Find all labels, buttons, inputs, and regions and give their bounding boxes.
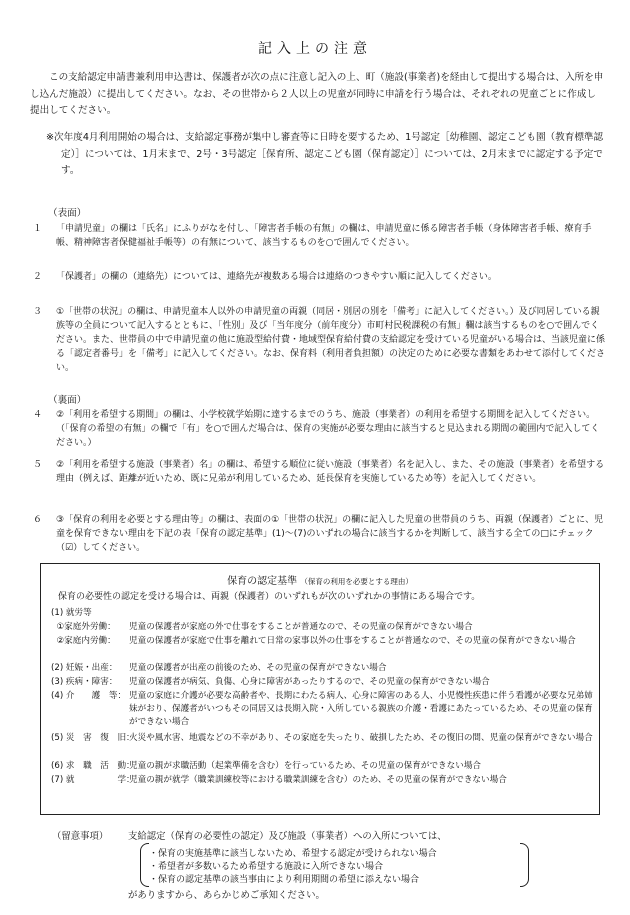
criteria-text: 児童の保護者が病気、負傷、心身に障害があったりするので、その児童の保育ができない場合	[129, 677, 490, 687]
criteria-label: (2) 妊娠・出産：	[51, 663, 118, 673]
criteria-intro: 保育の必要性の認定を受ける場合は、両親（保護者）のいずれもが次のいずれかの事情にある場合です。	[58, 592, 481, 602]
item-text: 「申請児童」の欄は「氏名」にふりがなを付し、「障害者手帳の有無」の欄は、申請児童に係る障害者手帳（身体障害者手帳、療育手帳、精神障害者保健福祉手帳等）の有無について、該当するものを○で囲んでください。	[56, 224, 592, 248]
criteria-work-header: (1) 就労等	[51, 608, 92, 618]
item-text: ②「利用を希望する施設（事業者）名」の欄は、希望する順位に従い施設（事業者）名を記入し、また、その施設（事業者）を希望する理由（例えば、距離が近いため、既に兄弟が利用しているため、延長保育を実施しているため等）を記入してください。	[56, 460, 605, 484]
criteria-label: (4) 介 護 等：	[51, 691, 127, 701]
item-text: ②「利用を希望する期間」の欄は、小学校就学始期に達するまでのうち、施設（事業者）の利用を希望する期間を記入してください。（「保育の希望の有無」の欄で「有」を○で囲んだ場合は、保育の実施が必要な理由に該当すると見込まれる期間の範囲内で記入してください。）	[56, 410, 600, 448]
criteria-row	[51, 774, 597, 787]
remarks-closing: がありますから、あらかじめご承知ください。	[128, 890, 325, 901]
instruction-item-6	[33, 513, 606, 555]
remarks-bullet: ・希望者が多数いるため希望する施設に入所できない場合	[149, 862, 384, 872]
item-number: ２	[33, 272, 43, 282]
criteria-label: (6) 求 職 活 動：	[51, 761, 135, 771]
criteria-title	[41, 572, 599, 587]
criteria-text: 児童の保護者が出産の前後のため、その児童の保育ができない場合	[129, 663, 387, 673]
criteria-text: 児童の親が就学（職業訓練校等における職業訓練を含む）のため、その児童の保育ができない場合	[129, 775, 507, 785]
instruction-item-5	[33, 458, 606, 486]
criteria-box	[40, 563, 600, 815]
instruction-item-2	[33, 270, 606, 284]
remarks-label: （留意事項）	[52, 831, 109, 842]
right-bracket	[520, 843, 529, 887]
remarks-bullet: ・保育の実施基準に該当しないため、希望する認定が受けられない場合	[149, 849, 437, 859]
item-text: ①「世帯の状況」の欄は、申請児童本人以外の申請児童の両親（同居・別居の別を「備考」に記入してください。）及び同居している親族等の全員について記入するとともに、「性別」及び「当年度分（前年度分）市町村民税課税の有無」欄は該当するものを○で囲んでください。また、世帯員の中で申請児童の他に施設型給付費・地域型保育給付費の支給認定を受けている児童がいる場合は、当該児童に係る「認定者番号」を「備考」に記入してください。なお、保育料（利用者負担額）の決定のために必要な書類をあわせて添付してください。	[56, 307, 606, 373]
instruction-item-4	[33, 408, 606, 450]
remarks-bullet: ・保育の認定基準の該当事由により利用期間の希望に添えない場合	[149, 875, 420, 885]
criteria-row	[51, 690, 597, 730]
item-number: ６	[33, 515, 43, 525]
left-bracket	[140, 843, 149, 887]
criteria-text: 火災や風水害、地震などの不幸があり、その家庭を失ったり、破損したため、その復旧の間、児童の保育ができない場合	[129, 733, 593, 743]
criteria-row	[51, 676, 597, 689]
item-number: ５	[33, 460, 43, 470]
criteria-text: 児童の保護者が家庭の外で仕事をすることが普通なので、その児童の保育ができない場合	[129, 622, 473, 632]
item-number: １	[33, 224, 43, 234]
criteria-row	[51, 662, 597, 675]
criteria-text: 児童の親が求職活動（起業準備を含む）を行っているため、その児童の保育ができない場合	[129, 761, 482, 771]
remarks-text: 支給認定（保育の必要性の認定）及び施設（事業者）への入所については、	[128, 831, 447, 842]
instruction-item-1	[33, 222, 606, 250]
criteria-label: (7) 就 学：	[51, 775, 135, 785]
schedule-note: ※次年度4月利用開始の場合は、支給認定事務が集中し審査等に日時を要するため、1号認定［幼稚園、認定こども園（教育標準認定）］については、1月末まで、2号・3号認定［保育所、認定こども園（保育認定）］については、2月末までに認定する予定です。	[46, 132, 604, 176]
criteria-text: 児童の家庭に介護が必要な高齢者や、長期にわたる病人、心身に障害のある人、小児慢性疾患に伴う看護が必要な兄弟姉妹がおり、保護者がいつもその同居又は長期入院・入所している親族の介護・看護にあたっているため、その児童の保育ができない場合	[129, 691, 593, 728]
criteria-subtitle: （保育の利用を必要とする理由）	[300, 577, 413, 586]
criteria-row	[51, 760, 597, 773]
intro-paragraph: この支給認定申請書兼利用申込書は、保護者が次の点に注意し記入の上、町（施設(事業者)を経由して提出する場合は、入所を申し込んだ施設）に提出してください。なお、その世帯から２人以上の児童が同時に申請を行う場合は、それぞれの児童ごとに作成し提出してください。	[30, 72, 604, 116]
criteria-label: ①家庭外労働：	[51, 622, 116, 632]
criteria-label: ②家庭内労働：	[51, 636, 116, 646]
criteria-row	[51, 732, 597, 745]
criteria-title-text: 保育の認定基準	[227, 576, 298, 587]
criteria-label: (3) 疾病・障害：	[51, 677, 118, 687]
remarks-list	[149, 848, 437, 887]
item-number: ３	[33, 307, 43, 317]
item-text: ③「保育の利用を必要とする理由等」の欄は、表面の①「世帯の状況」の欄に記入した児童の世帯員のうち、両親（保護者）ごとに、児童を保育できない理由を下記の表「保育の認定基準」(1)～(7)のいずれの場合に該当するかを判断して、該当する全ての□にチェック（☑）してください。	[56, 515, 604, 553]
page-title: 記入上の注意	[258, 41, 372, 57]
item-text: 「保護者」の欄の（連絡先）については、連絡先が複数ある場合は連絡のつきやすい順に記入してください。	[56, 272, 497, 282]
criteria-text: 児童の保護者が家庭で仕事を離れて日常の家事以外の仕事をすることが普通なので、その児童の保育ができない場合	[129, 636, 576, 646]
criteria-label: (5) 災 害 復 旧：	[51, 733, 135, 743]
instruction-item-3	[33, 305, 606, 375]
criteria-row	[51, 635, 597, 648]
front-side-label: （表面）	[48, 208, 87, 219]
item-number: ４	[33, 410, 43, 420]
back-side-label: （裏面）	[48, 395, 87, 406]
criteria-row	[51, 621, 597, 634]
